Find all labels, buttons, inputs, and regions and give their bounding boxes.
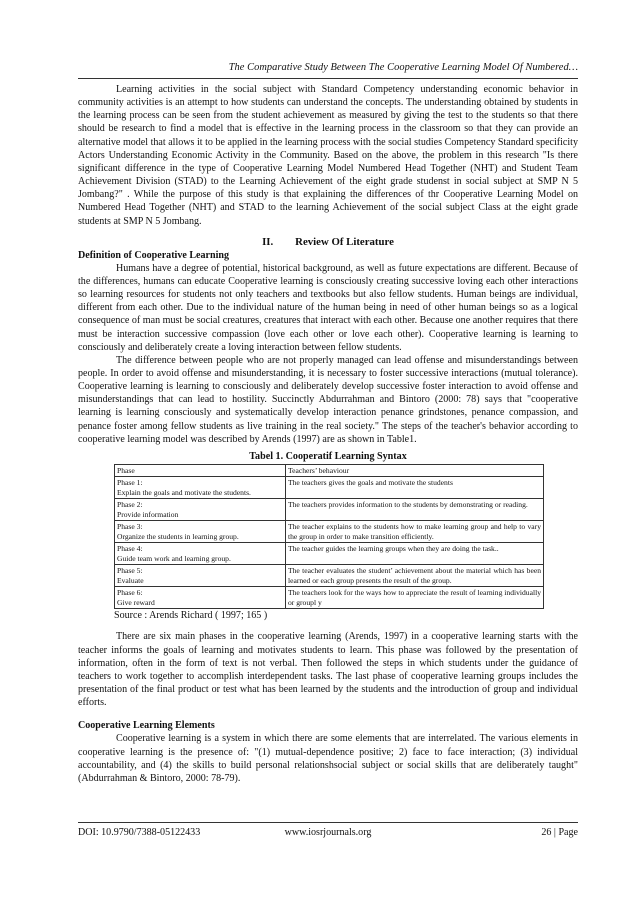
behaviour-cell: The teacher evaluates the student’ achievement about the material which has been learned or each group presents the result of the group.	[286, 565, 544, 587]
phase-description: Organize the students in learning group.	[117, 531, 239, 541]
phase-description: Evaluate	[117, 575, 144, 585]
footer-doi: DOI: 10.9790/7388-05122433	[78, 827, 201, 838]
phase-label: Phase 5:	[117, 566, 143, 576]
section-number: II.	[262, 235, 274, 248]
phase-label: Phase 6:	[117, 588, 143, 598]
phase-description: Give reward	[117, 597, 155, 607]
table-row	[115, 521, 544, 543]
phase-label: Phase 1:	[117, 478, 143, 488]
running-header: The Comparative Study Between The Cooperative Learning Model Of Numbered…	[228, 62, 578, 73]
footer-website: www.iosrjournals.org	[284, 827, 372, 838]
behaviour-cell: The teachers gives the goals and motivate the students	[286, 477, 544, 499]
footer-rule	[78, 822, 578, 823]
section-title: Review Of Literature	[295, 235, 394, 248]
behaviour-cell: The teacher explains to the students how to make learning group and help to vary the group in order to make transition efficiently.	[286, 521, 544, 543]
phase-cell	[115, 587, 286, 609]
behaviour-cell: The teacher guides the learning groups when they are doing the task..	[286, 543, 544, 565]
header-behaviour: Teachers’ behaviour	[286, 464, 544, 477]
phase-cell	[115, 477, 286, 499]
paragraph-elements: Cooperative learning is a system in which there are some elements that are interrelated. The various elements in cooperative learning is the presence of: "(1) mutual-dependence positive; 2) face to face interaction; (3) individual accountability, and (4) the skills to build personal relationshsocial subject or social skills that are deliberately taught" (Abdurrahman & Bintoro, 2000: 78-79).	[78, 733, 578, 784]
footer-page-number: 26 | Page	[541, 827, 578, 838]
phase-description: Explain the goals and motivate the students.	[117, 487, 251, 497]
phase-label: Phase 2:	[117, 500, 143, 510]
intro-paragraph: Learning activities in the social subject with Standard Competency understanding economic behavior in community activities is an attempt to how students can understand the concepts. The understanding obtained by students in the learning process can be seen from the student achievement as measured by giving the test to the students so that there should be research to find a model that is effective in the learning process in the classroom so that they can provide an alternative model that allows it to be applied in the learning process with the social studies Competency Standard specificity Actors Understanding Economic Activity in the Community. Based on the above, the problem in this research "Is there significant difference in the type of Cooperative Learning Model Numbered Head Together (NHT) and Student Team Achievement Division (STAD) to the Learning Achievement of the eight grade studenst in social subject at SMP N 5 Jombang?" . While the purpose of this study is that explaining the differences of thr Cooperative Learning Model on Numbered Head Together (NHT) and STAD to the learning Achievement of the social subject Class at the eight grade students at SMP N 5 Jombang.	[78, 84, 578, 227]
section-heading	[78, 236, 578, 249]
phase-description: Provide information	[117, 509, 179, 519]
behaviour-cell: The teachers look for the ways how to appreciate the result of learning individually or groupl y	[286, 587, 544, 609]
header-rule	[78, 78, 578, 79]
table-row	[115, 499, 544, 521]
phase-description: Guide team work and learning group.	[117, 553, 231, 563]
header-phase: Phase	[115, 464, 286, 477]
phase-label: Phase 3:	[117, 522, 143, 532]
table-row	[115, 477, 544, 499]
table-caption: Tabel 1. Cooperatif Learning Syntax	[249, 450, 407, 462]
phase-cell	[115, 499, 286, 521]
paragraph-definition-1: Humans have a degree of potential, historical background, as well as future expectations are different. Because of the differences, humans can educate Cooperative learning is consciously creating successive loving each other interactions so learning resources for students not only teachers and textbooks but also fellow students. Human beings are individual, different from each other. Due to the individual nature of the human being in need of other human beings so as a logical consequence of man must be social creatures, creatures that interact with each other. Because one another requires that there must be interaction successive compassion (love each other or love each other). Cooperative learning is learning to consciously and deliberately create a loving interaction between fellow students.	[78, 262, 578, 353]
table-source: Source : Arends Richard ( 1997; 165 )	[114, 610, 268, 622]
page-body	[78, 83, 578, 785]
phase-cell	[115, 543, 286, 565]
syntax-table	[114, 464, 544, 610]
table-row	[115, 565, 544, 587]
subheading-elements: Cooperative Learning Elements	[78, 720, 215, 732]
table-row	[115, 543, 544, 565]
paragraph-definition-2: The difference between people who are not properly managed can lead offense and misunderstandings between people. In order to avoid offense and misunderstanding, it is necessary to foster successive interactions (mutual tolerance). Cooperative learning is learning to consciously and deliberately develop successive foster interaction to avoid offense and misunderstandings that can lead to hostility. Succinctly Abdurrahman and Bintoro (2000: 78) says that "cooperative learning is learning consciously and systematically develop interaction penance grindstones, penance compassion, and penance foster among fellow students as live training in the real society." The steps of the teacher's behavior according to cooperative learning model was described by Arends (1997) are as shown in Table1.	[78, 354, 578, 445]
paragraph-phases: There are six main phases in the cooperative learning (Arends, 1997) in a cooperative learning starts with the teacher informs the goals of learning and motivates students to learn. This phase was followed by the presentation of information, often in the form of text is not verbal. Then followed the steps in which students under the guidance of teachers to work together to accomplish interdependent tasks. The last phase of cooperative learning groups includes the presentation of the final product or test what has been learned by the students and the introduction of group and individual efforts.	[78, 631, 578, 709]
subheading-definition: Definition of Cooperative Learning	[78, 249, 229, 261]
table-row	[115, 587, 544, 609]
behaviour-cell: The teachers provides information to the students by demonstrating or reading.	[286, 499, 544, 521]
phase-label: Phase 4:	[117, 544, 143, 554]
phase-cell	[115, 521, 286, 543]
phase-cell	[115, 565, 286, 587]
table-header-row	[115, 464, 544, 477]
